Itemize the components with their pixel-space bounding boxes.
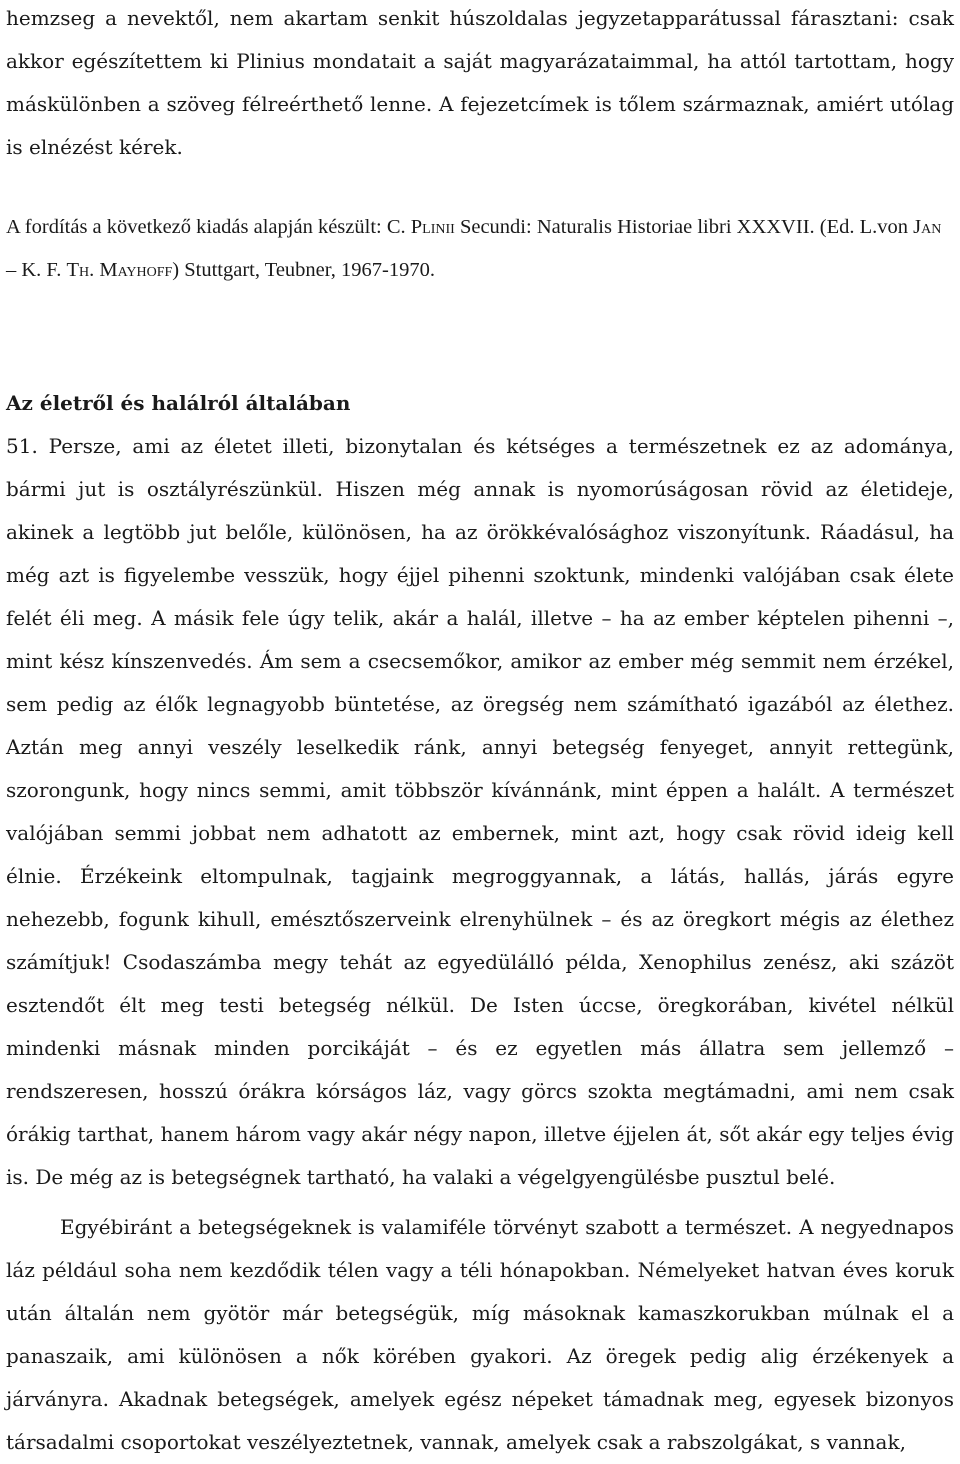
section-paragraph-51 [6, 425, 954, 1199]
citation-start: A fordítás a következő kiadás alapján készült: C. [6, 216, 411, 238]
citation-editor-jan: Jan [913, 216, 942, 238]
intro-paragraph: hemzseg a nevektől, nem akartam senkit húszoldalas jegyzetapparátussal fárasztani: csak akkor egészítettem ki Plinius mondatait a saját magyarázataimmal, ha attól tartottam, hogy máskülönben a szöveg félreérthető lenne. A fejezetcímek is tőlem származnak, amiért utólag is elnézést kérek. [6, 6, 954, 159]
paragraph-text: Persze, ami az életet illeti, bizonytalan és kétséges a természetnek ez az adománya, bármi jut is osztályrészünkül. Hiszen még annak is nyomorúságosan rövid az életideje, akinek a legtöbb jut belőle, különösen, ha az örökkévalósághoz viszonyítunk. Ráadásul, ha még azt is figyelembe vesszük, hogy éjjel pihenni szoktunk, mindenki valójában csak élete felét éli meg. A másik fele úgy telik, akár a halál, illetve – ha az ember képtelen pihenni –, mint kész kínszenvedés. Ám sem a csecsemőkor, amikor az ember még semmit nem érzékel, sem pedig az élők legnagyobb büntetése, az öregség nem számítható igazából az élethez. Aztán meg annyi veszély leselkedik ránk, annyi betegség fenyeget, annyit rettegünk, szorongunk, hogy nincs semmi, amit többször kívánnánk, mint éppen a halált. A természet valójában semmi jobbat nem adhatott az embernek, mint azt, hogy csak rövid ideig kell élnie. Érzékeink eltompulnak, tagjaink megroggyannak, a látás, hallás, járás egyre nehezebb, fogunk kihull, emésztőszerveink elrenyhülnek – és az öregkort mégis az élethez számítjuk! Csodaszámba megy tehát az egyedülálló példa, Xenophilus zenész, aki százöt esztendőt élt meg testi betegség nélkül. De Isten úccse, öregkorában, kivétel nélkül mindenki másnak minden porcikáját – és ez egyetlen más állatra sem jellemző – rendszeresen, hosszú órákra kórságos láz, vagy görcs szokta megtámadni, ami nem csak órákig tarthat, hanem három vagy akár négy napon, illetve éjjelen át, sőt akár egy teljes évig is. De még az is betegségnek tartható, ha valaki a végelgyengülésbe pusztul belé. [6, 434, 954, 1189]
section-paragraph-continued: Egyébiránt a betegségeknek is valamiféle törvényt szabott a természet. A negyednapos láz például soha nem kezdődik télen vagy a téli hónapokban. Némelyeket hatvan éves koruk után általán nem gyötör már betegségük, míg másoknak kamaszkorukban múlnak el a panaszaik, ami különösen a nők körében gyakori. Az öregek pedig alig érzékenyek a járványra. Akadnak betegségek, amelyek egész népeket támadnak meg, egyesek bizonyos társadalmi csoportokat veszélyeztetnek, vannak, amelyek csak a rabszolgákat, s vannak, [6, 1215, 954, 1454]
source-citation [6, 206, 954, 292]
citation-end: ) Stuttgart, Teubner, 1967-1970. [172, 259, 435, 281]
citation-editor-mayhoff: Th. Mayhoff [66, 259, 173, 281]
citation-author: Plinii [410, 216, 455, 238]
citation-work: Secundi: Naturalis Historiae libri XXXVII. (Ed. L.von [454, 216, 914, 238]
citation-dash: – K. F. [6, 259, 67, 281]
paragraph-number: 51. [6, 434, 38, 458]
section-heading: Az életről és halálról általában [6, 391, 351, 415]
